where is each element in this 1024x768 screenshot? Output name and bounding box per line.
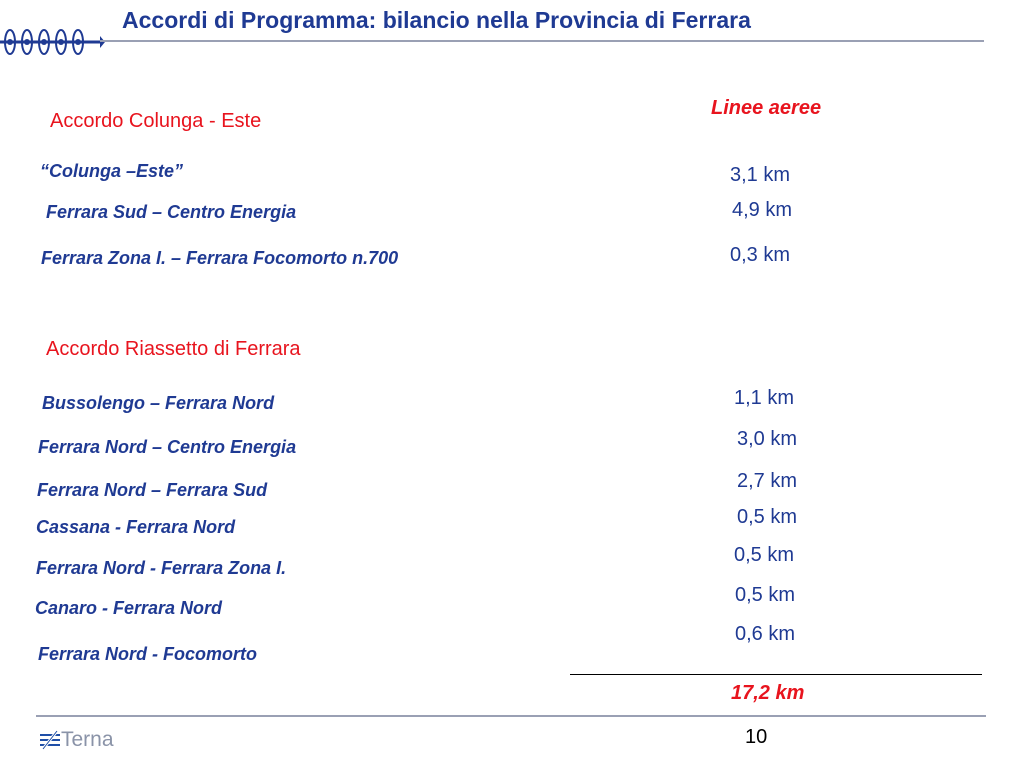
section-heading-colunga-este: Accordo Colunga - Este: [50, 110, 262, 132]
title-divider: [100, 40, 984, 42]
line-name: Ferrara Nord – Centro Energia: [38, 437, 297, 457]
line-name: Canaro - Ferrara Nord: [35, 598, 223, 618]
terna-logo: [40, 729, 114, 751]
line-name: “Colunga –Este”: [40, 161, 184, 181]
brand-name: Terna: [61, 728, 114, 751]
line-name: Cassana - Ferrara Nord: [36, 517, 236, 537]
line-length: 3,0 km: [737, 428, 798, 450]
line-length: 0,5 km: [735, 584, 796, 606]
section-heading-riassetto-ferrara: Accordo Riassetto di Ferrara: [46, 338, 301, 360]
line-length: 0,6 km: [735, 623, 796, 645]
total-length: 17,2 km: [731, 682, 805, 704]
footer-divider: [36, 715, 986, 717]
line-length: 1,1 km: [734, 387, 795, 409]
power-line-logo-icon: [0, 22, 105, 62]
line-name: Ferrara Nord - Ferrara Zona I.: [36, 558, 287, 578]
line-length: 0,3 km: [730, 244, 791, 266]
terna-logo-icon: [40, 730, 60, 750]
line-name: Ferrara Zona I. – Ferrara Focomorto n.700: [41, 248, 399, 268]
line-length: 3,1 km: [730, 164, 791, 186]
page-number: 10: [745, 726, 768, 748]
line-name: Ferrara Sud – Centro Energia: [46, 202, 297, 222]
line-name: Ferrara Nord – Ferrara Sud: [37, 480, 268, 500]
line-length: 0,5 km: [734, 544, 795, 566]
line-name: Bussolengo – Ferrara Nord: [42, 393, 275, 413]
column-header-linee-aeree: Linee aeree: [711, 97, 822, 119]
line-length: 2,7 km: [737, 470, 798, 492]
total-divider: [570, 674, 982, 675]
line-length: 4,9 km: [732, 199, 793, 221]
line-name: Ferrara Nord - Focomorto: [38, 644, 258, 664]
slide-title: Accordi di Programma: bilancio nella Provincia di Ferrara: [122, 7, 751, 33]
line-length: 0,5 km: [737, 506, 798, 528]
